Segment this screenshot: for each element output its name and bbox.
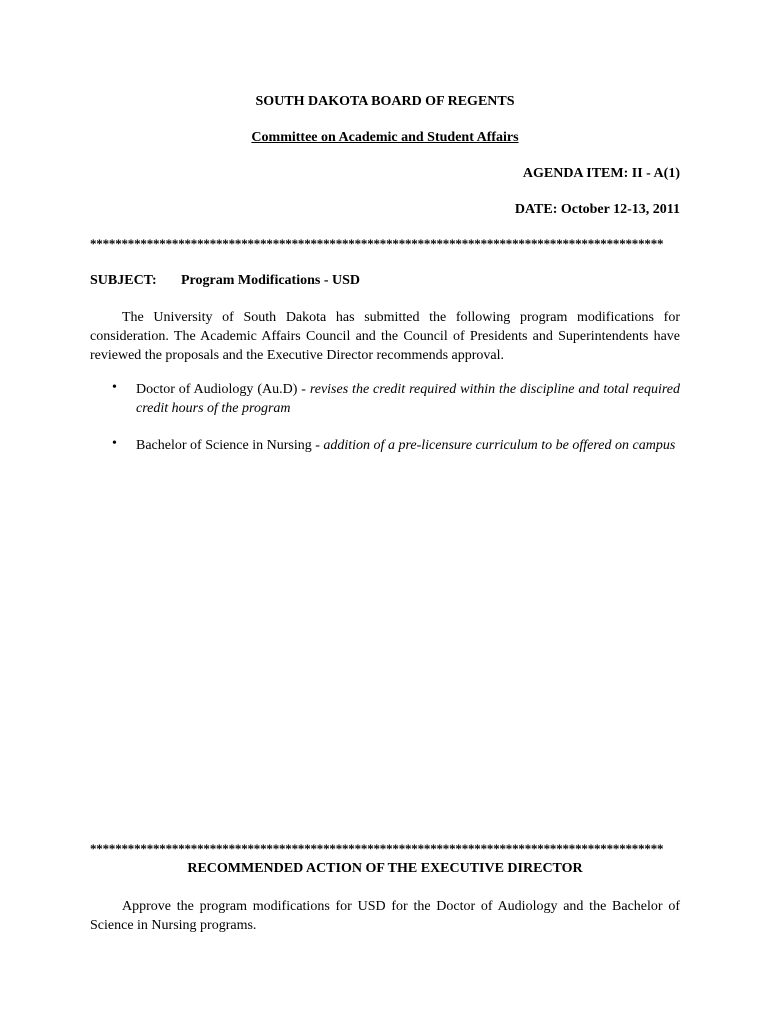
divider-bottom: ******************************************************************************************* (90, 842, 664, 856)
committee-title: Committee on Academic and Student Affairs (251, 130, 519, 145)
recommendation-heading: RECOMMENDED ACTION OF THE EXECUTIVE DIRECTOR (187, 861, 583, 876)
subject-value: Program Modifications - USD (181, 273, 360, 288)
bullet-symbol: • (112, 380, 117, 395)
subject-label: SUBJECT: (90, 273, 157, 288)
meeting-date: DATE: October 12-13, 2011 (514, 202, 680, 217)
bullet-description: revises the credit required within the discipline and total required credit hours of the program (136, 382, 680, 416)
bullet-program: Doctor of Audiology (Au.D) - (136, 382, 310, 397)
bullet-program: Bachelor of Science in Nursing - (136, 438, 324, 453)
divider-top: ******************************************************************************************* (90, 237, 664, 251)
bullet-item-audiology (136, 380, 680, 418)
bullet-description: addition of a pre-licensure curriculum to be offered on campus (323, 438, 676, 453)
intro-paragraph: The University of South Dakota has submitted the following program modifications for consideration. The Academic Affairs Council and the Council of Presidents and Superintendents have reviewed the proposals and the Executive Director recommends approval. (90, 310, 680, 363)
bullet-symbol: • (112, 436, 117, 451)
agenda-item: AGENDA ITEM: II - A(1) (522, 166, 680, 181)
org-title: SOUTH DAKOTA BOARD OF REGENTS (255, 94, 515, 109)
bullet-item-nursing (136, 436, 680, 455)
recommendation-text: Approve the program modifications for USD for the Doctor of Audiology and the Bachelor of Science in Nursing programs. (90, 899, 680, 933)
